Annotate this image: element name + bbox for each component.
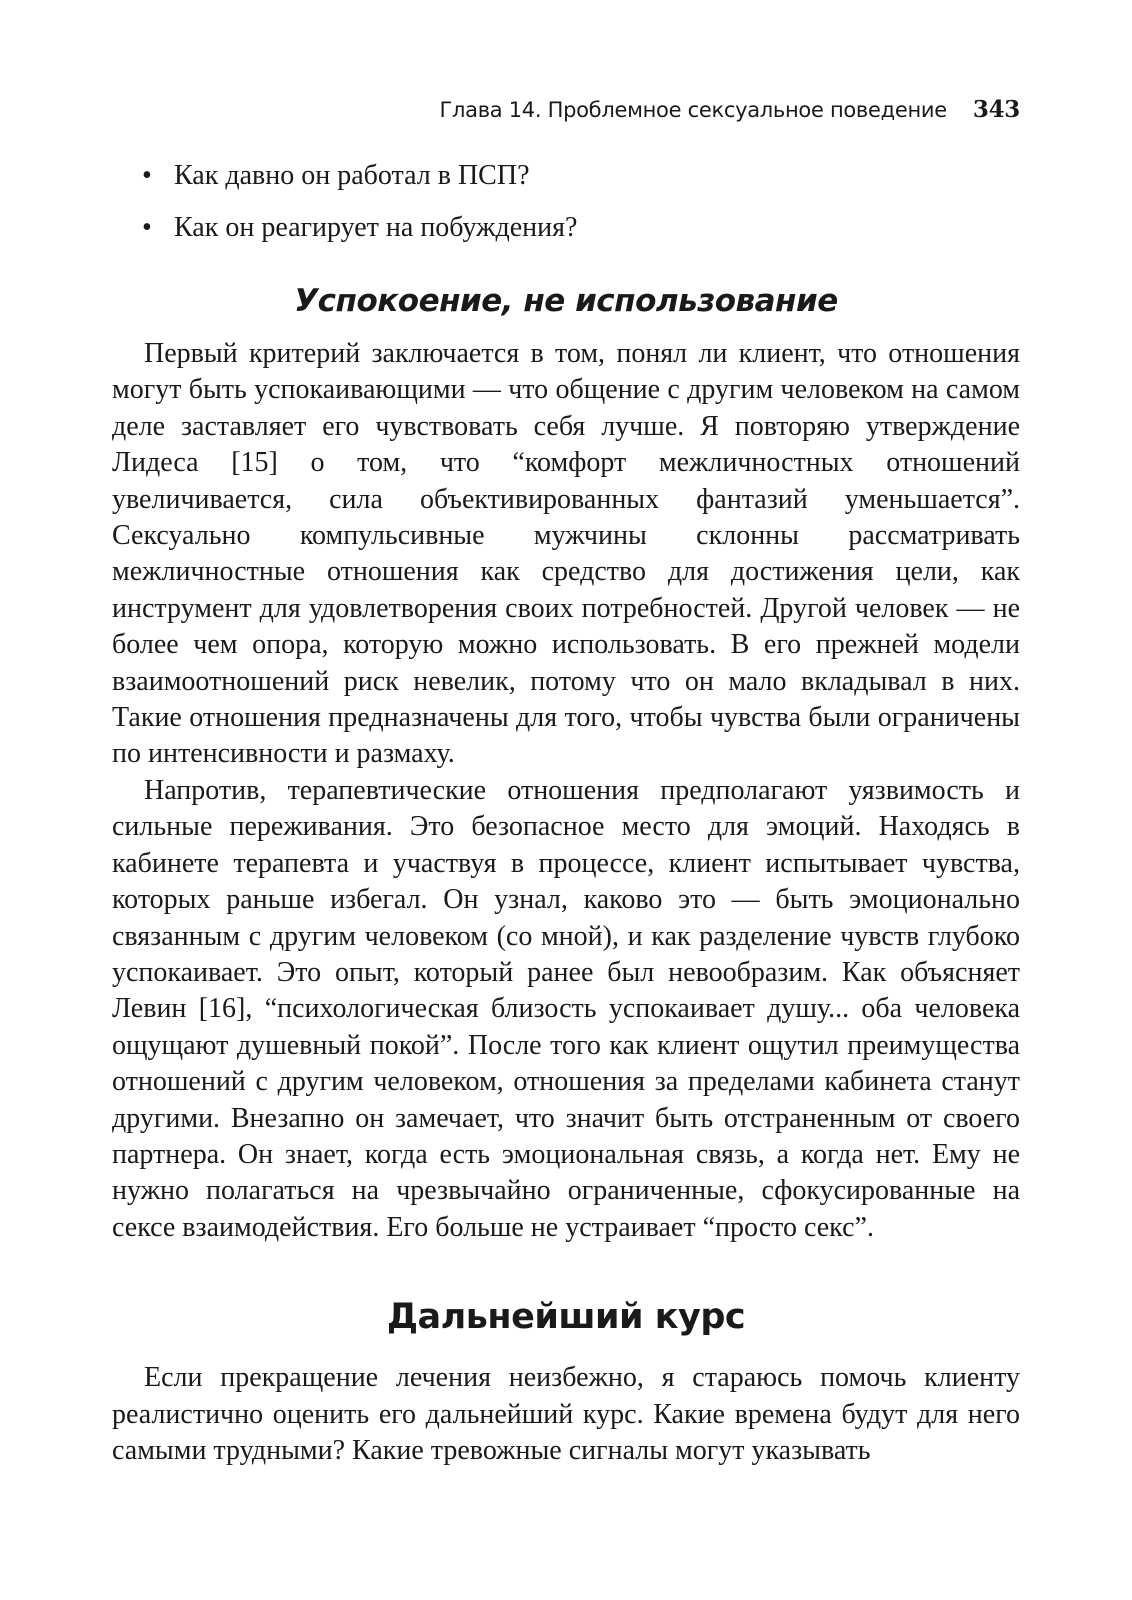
bullet-list bbox=[112, 150, 1020, 254]
running-header bbox=[112, 96, 1020, 140]
paragraph: Первый критерий заключается в том, понял ли клиент, что отношения могут быть успокаивающими — что общение с другим человеком на самом деле заставляет его чувствовать себя лучше. Я повторяю утверждение Лидеса [15] о том, что “комфорт межличностных отношений увеличивается, сила объективированных фантазий уменьшается”. Сексуально компульсивные мужчины склонны рассматривать межличностные отношения как средство для достижения цели, как инструмент для удовлетворения своих потребностей. Другой человек — не более чем опора, которую можно использовать. В его прежней модели взаимоотношений риск невелик, потому что он мало вкладывал в них. Такие отношения предназначены для того, чтобы чувства были ограничены по интенсивности и размаху. bbox=[112, 338, 1020, 770]
list-item-text: Как он реагирует на побуждения? bbox=[174, 212, 578, 243]
paragraph: Если прекращение лечения неизбежно, я стараюсь помочь клиенту реалистично оценить его дальнейший курс. Какие времена будут для него самыми трудными? Какие тревожные сигналы могут указывать bbox=[112, 1362, 1020, 1466]
chapter-title: Глава 14. Проблемное сексуальное поведение bbox=[439, 98, 947, 122]
list-item-text: Как давно он работал в ПСП? bbox=[174, 160, 530, 191]
page-number: 343 bbox=[972, 96, 1020, 123]
paragraph: Напротив, терапевтические отношения предполагают уязвимость и сильные переживания. Это безопасное место для эмоций. Находясь в кабинете терапевта и участвуя в процессе, клиент испытывает чувства, которых раньше избегал. Он узнал, каково это — быть эмоционально связанным с другим человеком (со мной), и как разделение чувств глубоко успокаивает. Это опыт, который ранее был невообразим. Как объясняет Левин [16], “психологическая близость успокаивает душу... оба человека ощущают душевный покой”. После того как клиент ощутил преимущества отношений с другим человеком, отношения за пределами кабинета станут другими. Внезапно он замечает, что значит быть отстраненным от своего партнера. Он знает, когда есть эмоциональная связь, а когда нет. Ему не нужно полагаться на чрезвычайно ограниченные, сфокусированные на сексе взаимодействия. Его больше не устраивает “просто секс”. bbox=[112, 774, 1020, 1243]
list-item bbox=[112, 150, 1020, 202]
subsection-heading: Успокоение, не использование bbox=[294, 283, 838, 319]
bullet-icon: • bbox=[142, 212, 152, 243]
section-heading: Дальнейший курс bbox=[386, 1297, 746, 1338]
bullet-icon: • bbox=[142, 160, 152, 191]
list-item bbox=[112, 202, 1020, 254]
book-page bbox=[112, 96, 1020, 1469]
